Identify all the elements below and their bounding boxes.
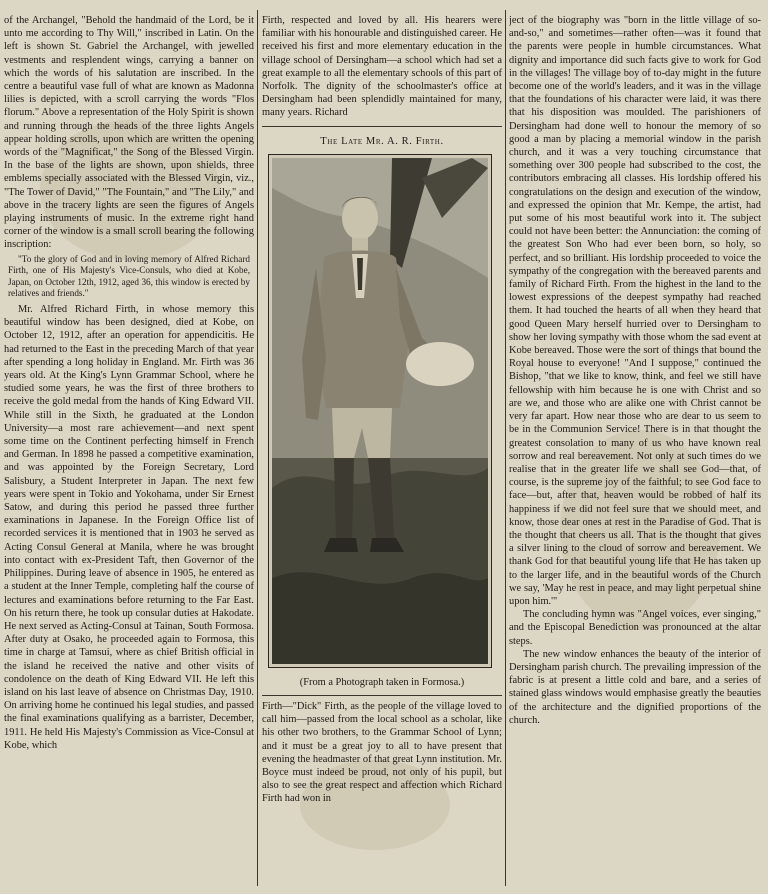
- divider: [262, 126, 502, 127]
- memorial-inscription: [4, 252, 254, 303]
- photo-title: The Late Mr. A. R. Firth.: [320, 135, 444, 147]
- divider: [262, 695, 502, 696]
- column-rule: [257, 10, 258, 886]
- column-right: [509, 14, 761, 884]
- column-middle: [262, 14, 502, 884]
- portrait-photo: [272, 158, 488, 664]
- article-paragraph: of the Archangel, "Behold the handmaid of the Lord, be it unto me according to Thy Will," inscribed in Latin. On the left is shown St. Gabriel the Archangel, with jewelled vestments and resplendent wings, carrying a banner on which the words of his salutation are inscribed. In the centre a beautiful vase full of what are known as Madonna lilies is depicted, with a scroll carrying the words "Flos florum." Above a representation of the Holy Spirit is shown and running through the heads of the three lights Angels appear holding scrolls, upon which are written the opening words of the "Magnificat," the Song of the Blessed Virgin. In the base of the lights are shown, upon shields, three emblems specially associated with the Blessed Virgin, viz., "The Tower of David," "The Fountain," and "The Lily," and above in the tracery lights are seen the figures of Angels playing instruments of music. In the extreme right hand corner of the window is a small scroll bearing the following inscription:: [4, 15, 254, 251]
- photo-caption: (From a Photograph taken in Formosa.): [299, 676, 465, 688]
- article-paragraph: The concluding hymn was "Angel voices, ever singing," and the Episcopal Benediction was pronounced at the altar steps.: [509, 609, 761, 647]
- article-paragraph: ject of the biography was "born in the little village of so-and-so," and sometimes—rather often—was it found that the parents were people in humble circumstances. What dignity and importance did such facts give to work for God in the villages! The village boy of to-day might in the future become one of the world's leaders, and it was in the village that the foundations of his character were laid, it was there that his disposition was moulded. The parishioners of Dersingham had done well to honour the memory of so good a man by placing a memorial window in the parish church, and it was a very touching circumstance that something over 300 people had subscribed to the cost, the contributors embracing all classes. His lordship offered his congratulations on the design and execution of the window, and expressed the opinion that Mr. Kempe, the artist, had put some of his most beautiful work into it. The subject could not have been better: the Annunciation: the coming of the greatest Son Who had ever been born, so holy, so perfect, and so brilliant. His lordship proceeded to voice the sympathy of the congregation with the bereaved parents and family of Richard Firth. From the highest in the land to the lowest expressions of the deepest sympathy had reached them. It had touched the hearts of all when they heard that good Queen Mary herself hurried over to Dersingham to show her loving sympathy with those whom the sad event at Kobe bereaved. Those were the sort of things that bound the Royal house to everyone! "And I suppose," continued the Bishop, "that we like to know, think, and feel we still have fellowship with him because he is one with Christ and so are we, and those who are alike one with Christ cannot be very far apart. How near those who are dear to us seem to be in the Communion Service! There is in that thought the greatest consolation to many of us who have known real sorrow and real bereavement. Not only at such times do we realise that in the greater life we shall see God—that, of course, is the supreme joy of the faithful; to see God face to face—but, after that, heaven would be robbed of half its happiness if we did not feel sure that we should meet, and know, those dear ones at rest in the Paradise of God. That is the thought that cheers us all. That is the thought that gives a silver lining to the cloud of sorrow and bereavement. We thank God for that beautiful young life that He has taken up to the larger life, and in the beautiful words of the Church we say, 'May he rest in peace, and may light perpetual shine upon him.'": [509, 15, 761, 607]
- article-paragraph: Firth—"Dick" Firth, as the people of the village loved to call him—passed from the local school as a scholar, like his other two brothers, to the Grammar School of Lynn; and it must be a great joy to all to have present that evening the headmaster of that great Lynn institution. Mr. Boyce must indeed be proud, not only of his pupil, but also to see the great respect and affection which Richard Firth had won in: [262, 701, 502, 805]
- inscription-text: "To the glory of God and in loving memory of Alfred Richard Firth, one of His Majesty's Vice-Consuls, who died at Kobe, Japan, on October 12th, 1912, aged 36, this window is erected by relatives and friends.": [8, 253, 250, 299]
- portrait-illustration: [272, 158, 488, 664]
- column-rule: [505, 10, 506, 886]
- article-paragraph: Mr. Alfred Richard Firth, in whose memory this beautiful window has been designed, died at Kobe, on October 12, 1912, after an operation for appendicitis. He had returned to the East in the preceding March of that year after spending a long holiday in England. Mr. Firth was 36 years old. At the King's Lynn Grammar School, where he studied some years, he was the first of three brothers to receive the gold medal from the hands of King Edward VII. While still in the Sixth, he graduated at the London University—a most rare achievement—and next spent some time on the Continent perfecting himself in French and German. In 1898 he passed a competitive examination, and was appointed by the Foreign Secretary, Lord Salisbury, a Student Interpreter in Japan. The next few years were spent in Tokio and Yokohama, under Sir Ernest Satow, and during this period he passed three further examinations in Japanese. In the Foreign Office list of recorded services it is mentioned that in 1903 he served as Acting Consul General at Manila, where he was brought into contact with ex-President Taft, then Governor of the Philippines. During leave of absence in 1905, he entered as a student at the Inner Temple, completing half the course of lectures and examinations before returning to the Far East. On his return there, he took up consular duties at Hakodate. He next served as Acting-Consul at Tainan, South Formosa. After duty at Osako, he proceeded again to Formosa, this time in charge at Tamsui, where as chief British official in the island he received the native and other visits of condolence on the death of King Edward VII. He left this island on his last leave of absence on Christmas Day, 1910. On arriving home he continued his legal studies, and passed the final examinations qualifying as a barrister, December, 1911. He held His Majesty's Commission as Vice-Consul at Kobe, which: [4, 304, 254, 751]
- portrait-photo-frame: [268, 154, 492, 668]
- article-paragraph: The new window enhances the beauty of the interior of Dersingham parish church. The prevailing impression of the fabric is at present a little cold and bare, and a series of stained glass windows would emphasise greatly the beauties of the architecture and the dignified proportions of the church.: [509, 648, 761, 726]
- column-left: [4, 14, 254, 884]
- article-paragraph: Firth, respected and loved by all. His hearers were familiar with his honourable and distinguished career. He received his first and more elementary education in the village school of Dersingham—a school which had set a great example to all the elementary schools of this part of Norfolk. The dignity of the schoolmaster's office at Dersingham had been splendidly maintained for many, many years. Richard: [262, 15, 502, 119]
